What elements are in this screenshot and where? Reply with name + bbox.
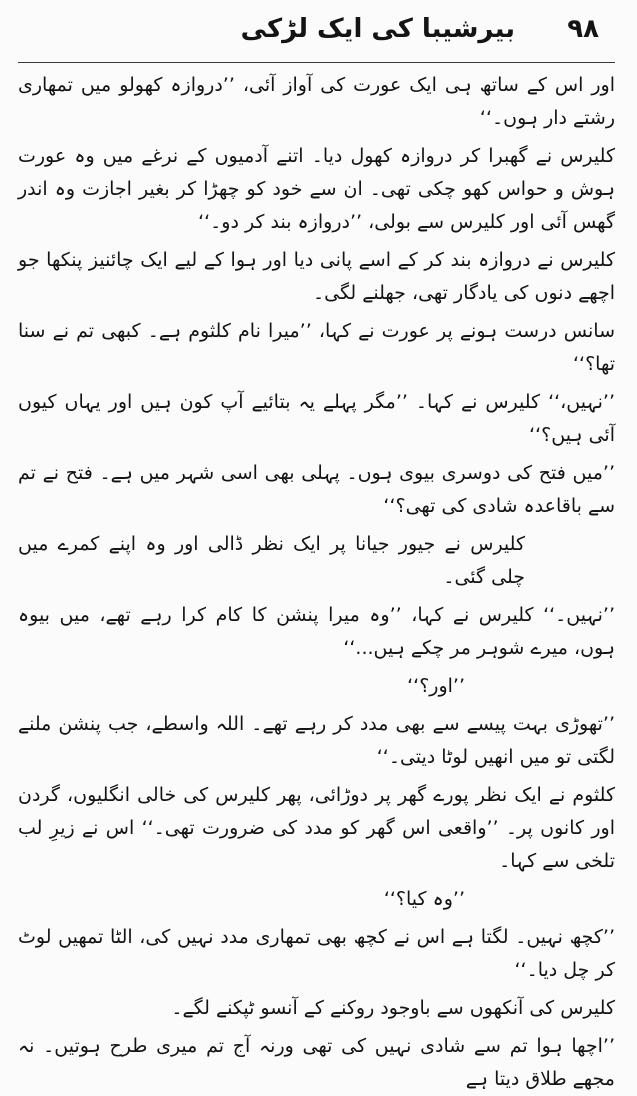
paragraph-6: ’’میں فتح کی دوسری بیوی ہوں۔ پہلی بھی اسی شہر میں ہے۔ فتح نے تم سے باقاعدہ شادی کی تھی؟‘‘ — [18, 462, 615, 517]
paragraph-9: ’’اور؟‘‘ — [407, 675, 465, 697]
paragraph-5: ’’نہیں،‘‘ کلیرس نے کہا۔ ’’مگر پہلے یہ بتائیے آپ کون ہیں اور یہاں کیوں آئی ہیں؟‘‘ — [18, 391, 615, 446]
paragraph-12: ’’وہ کیا؟‘‘ — [383, 888, 465, 910]
paragraph-13: ’’کچھ نہیں۔ لگتا ہے اس نے کچھ بھی تمھاری مدد نہیں کی، الٹا تمھیں لوٹ کر چل دیا۔‘‘ — [18, 926, 615, 981]
paragraph-1: اور اس کے ساتھ ہی ایک عورت کی آواز آئی، ’’دروازہ کھولو میں تمھاری رشتے دار ہوں۔‘‘ — [18, 74, 615, 129]
paragraph-14: کلیرس کی آنکھوں سے باوجود روکنے کے آنسو ٹپکنے لگے۔ — [171, 997, 615, 1019]
paragraph-8: ’’نہیں۔‘‘ کلیرس نے کہا، ’’وہ میرا پنشن کا کام کرا رہے تھے، میں بیوہ ہوں، میرے شوہر مر چکے ہیں...‘‘ — [18, 604, 615, 659]
paragraph-7: کلیرس نے جیور جیانا پر ایک نظر ڈالی اور وہ اپنے کمرے میں چلی گئی۔ — [18, 533, 525, 588]
paragraph-10: ’’تھوڑی بہت پیسے سے بھی مدد کر رہے تھے۔ اللہ واسطے، جب پنشن ملنے لگتی تو میں انھیں لوٹا دیتی۔‘‘ — [18, 713, 615, 768]
paragraph-2: کلیرس نے گھبرا کر دروازہ کھول دیا۔ اتنے آدمیوں کے نرغے میں وہ عورت ہوش و حواس کھو چکی تھی۔ ان سے خود کو چھڑا کر بغیر اجازت وہ اندر گھس آئی اور کلیرس سے بولی، ’’دروازہ بند کر دو۔‘‘ — [18, 145, 615, 233]
book-title: بیرشیبا کی ایک لڑکی — [240, 14, 515, 44]
paragraph-11: کلثوم نے ایک نظر پورے گھر پر دوڑائی، پھر کلیرس کی خالی انگلیوں، گردن اور کانوں پر۔ ’’واقعی اس گھر کو مدد کی ضرورت تھی۔‘‘ اس نے زیرِ لب تلخی سے کہا۔ — [18, 784, 615, 872]
page-number: ۹۸ — [567, 14, 599, 44]
paragraph-4: سانس درست ہونے پر عورت نے کہا، ’’میرا نام کلثوم ہے۔ کبھی تم نے سنا تھا؟‘‘ — [18, 320, 615, 375]
paragraph-3: کلیرس نے دروازہ بند کر کے اسے پانی دیا اور ہوا کے لیے ایک چائنیز پنکھا جو اچھے دنوں کی یادگار تھی، جھلنے لگی۔ — [18, 249, 615, 304]
body-text — [18, 63, 615, 1096]
page-header — [18, 0, 615, 63]
paragraph-15: ’’اچھا ہوا تم سے شادی نہیں کی تھی ورنہ آج تم میری طرح ہوتیں۔ نہ مجھے طلاق دیتا ہے — [18, 1035, 615, 1090]
